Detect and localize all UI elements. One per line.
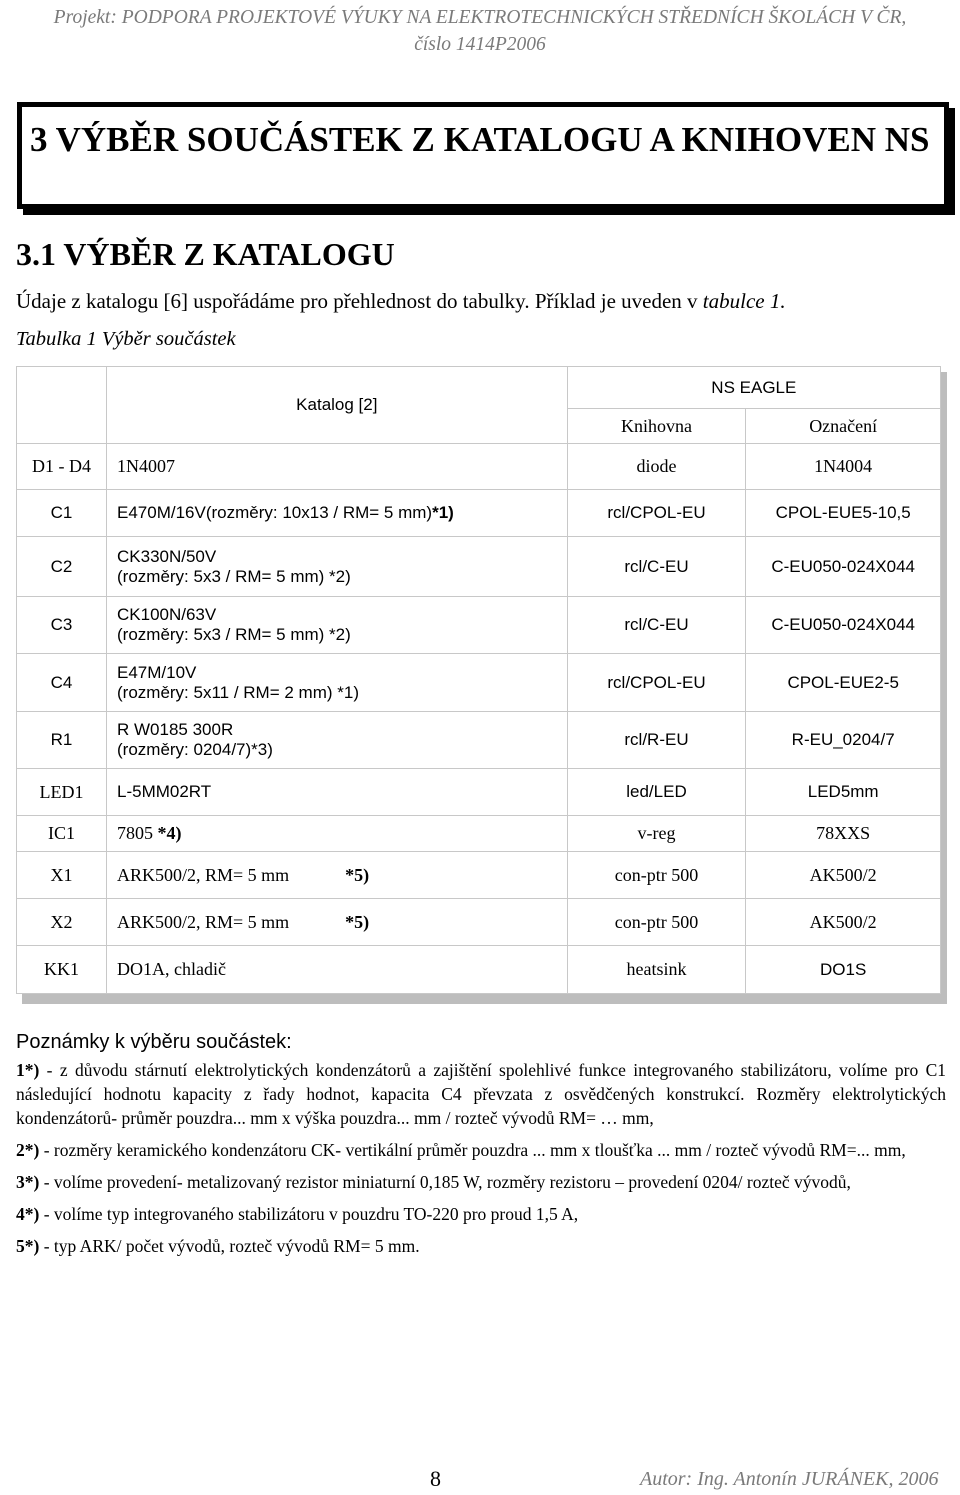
row-ref: X2 [17, 899, 107, 946]
note-text: - volíme provedení- metalizovaný rezistor miniaturní 0,185 W, rozměry rezistoru – provedení 0204/ rozteč vývodů, [39, 1172, 851, 1192]
row-part-text: ARK500/2, RM= 5 mm [117, 864, 290, 885]
row-ref: C3 [17, 597, 107, 654]
table-row [17, 654, 941, 712]
chapter-title: 3 VÝBĚR SOUČÁSTEK Z KATALOGU A KNIHOVEN NS [30, 120, 930, 159]
table-row [17, 852, 941, 899]
row-library: con-ptr 500 [567, 852, 746, 899]
row-library: rcl/CPOL-EU [567, 490, 746, 537]
row-designation: AK500/2 [746, 852, 941, 899]
header-catalog: Katalog [2] [107, 367, 568, 444]
row-part-line2: (rozměry: 0204/7)*3) [117, 740, 273, 759]
note-mark: 2*) [16, 1140, 40, 1160]
row-ref: C1 [17, 490, 107, 537]
row-part-line2: (rozměry: 5x3 / RM= 5 mm) *2) [117, 566, 351, 586]
row-designation: CPOL-EUE2-5 [746, 654, 941, 712]
note-item [16, 1058, 946, 1130]
row-part: L-5MM02RT [107, 769, 568, 816]
intro-text: Údaje z katalogu [6] uspořádáme pro přehlednost do tabulky. Příklad je uveden v [16, 289, 703, 313]
project-header [0, 4, 960, 58]
row-note-mark: *5) [345, 911, 370, 932]
row-note-mark: *1) [432, 503, 454, 522]
row-designation: AK500/2 [746, 899, 941, 946]
table-row [17, 537, 941, 597]
author-footer: Autor: Ing. Antonín JURÁNEK, 2006 [640, 1468, 939, 1490]
row-part [107, 816, 568, 852]
table-reference: tabulce 1. [702, 289, 786, 313]
note-mark: 5*) [16, 1236, 40, 1256]
row-ref: C4 [17, 654, 107, 712]
row-part [107, 537, 568, 597]
note-mark: 4*) [16, 1204, 40, 1224]
note-mark: 3*) [16, 1172, 40, 1192]
table-row [17, 769, 941, 816]
table-row [17, 899, 941, 946]
notes-section [16, 1030, 946, 1266]
row-part-text: ARK500/2, RM= 5 mm [117, 911, 290, 932]
project-header-line1: Projekt: PODPORA PROJEKTOVÉ VÝUKY NA ELEKTROTECHNICKÝCH STŘEDNÍCH ŠKOLÁCH V ČR, [53, 7, 907, 28]
section-title: 3.1 VÝBĚR Z KATALOGU [16, 236, 395, 272]
row-designation: 78XXS [746, 816, 941, 852]
row-library: rcl/C-EU [567, 597, 746, 654]
note-item [16, 1170, 946, 1194]
row-part-text: E470M/16V(rozměry: 10x13 / RM= 5 mm) [117, 503, 433, 522]
row-ref: X1 [17, 852, 107, 899]
row-part [107, 899, 568, 946]
row-part [107, 712, 568, 769]
row-library: rcl/CPOL-EU [567, 654, 746, 712]
chapter-title-box [17, 102, 949, 209]
note-text: - rozměry keramického kondenzátoru CK- vertikální průměr pouzdra ... mm x tloušťka ... mm / rozteč vývodů RM=... mm, [39, 1140, 906, 1160]
note-text: - typ ARK/ počet vývodů, rozteč vývodů RM= 5 mm. [39, 1236, 420, 1256]
table-caption: Tabulka 1 Výběr součástek [16, 328, 236, 350]
row-library: rcl/C-EU [567, 537, 746, 597]
table-row [17, 946, 941, 994]
row-designation: C-EU050-024X044 [746, 597, 941, 654]
row-ref: R1 [17, 712, 107, 769]
row-ref: KK1 [17, 946, 107, 994]
table-header-row [17, 367, 941, 409]
row-part-line2: (rozměry: 5x3 / RM= 5 mm) *2) [117, 625, 351, 644]
row-part [107, 490, 568, 537]
row-designation: 1N4004 [746, 444, 941, 490]
row-note-mark: *5) [345, 864, 370, 885]
table-row [17, 597, 941, 654]
row-part [107, 654, 568, 712]
table-row [17, 712, 941, 769]
table-row [17, 444, 941, 490]
row-note-mark: *4) [157, 823, 182, 843]
row-part: DO1A, chladič [107, 946, 568, 994]
row-part [107, 597, 568, 654]
note-text: - z důvodu stárnutí elektrolytických kondenzátorů a zajištění spolehlivé funkce integrovaného stabilizátoru, volíme pro C1 následující hodnotu kapacity z řady hodnot, kapacita C4 převzata z osvědčených konstrukcí. Rozměry elektrolytických kondenzátorů- průměr pouzdra... mm x výška pouzdra... mm / rozteč vývodů RM= … mm, [16, 1060, 946, 1128]
note-mark: 1*) [16, 1060, 40, 1080]
header-library: Knihovna [567, 409, 746, 444]
page-number: 8 [430, 1466, 441, 1491]
component-table-wrapper [16, 366, 941, 998]
project-header-line2: číslo 1414P2006 [414, 34, 546, 55]
row-library: led/LED [567, 769, 746, 816]
row-part: 1N4007 [107, 444, 568, 490]
row-library: heatsink [567, 946, 746, 994]
table-row [17, 490, 941, 537]
component-table [16, 366, 941, 994]
row-library: diode [567, 444, 746, 490]
row-ref: IC1 [17, 816, 107, 852]
row-designation: C-EU050-024X044 [746, 537, 941, 597]
note-text: - volíme typ integrovaného stabilizátoru v pouzdru TO-220 pro proud 1,5 A, [39, 1204, 579, 1224]
notes-heading: Poznámky k výběru součástek: [16, 1031, 292, 1053]
row-library: con-ptr 500 [567, 899, 746, 946]
row-library: rcl/R-EU [567, 712, 746, 769]
header-empty-cell [17, 367, 107, 444]
header-ns-eagle: NS EAGLE [567, 367, 940, 409]
row-designation: DO1S [746, 946, 941, 994]
row-ref: D1 - D4 [17, 444, 107, 490]
table-row [17, 816, 941, 852]
note-item [16, 1138, 946, 1162]
note-item [16, 1234, 946, 1258]
row-part-line1: CK330N/50V [117, 546, 217, 566]
intro-paragraph [16, 289, 786, 314]
row-ref: C2 [17, 537, 107, 597]
row-designation: R-EU_0204/7 [746, 712, 941, 769]
row-designation: LED5mm [746, 769, 941, 816]
row-library: v-reg [567, 816, 746, 852]
row-part-text: 7805 [117, 823, 153, 843]
row-part-line1: CK100N/63V [117, 605, 217, 624]
row-part [107, 852, 568, 899]
row-part-line2: (rozměry: 5x11 / RM= 2 mm) *1) [117, 682, 359, 702]
header-designation: Označení [746, 409, 941, 444]
row-designation: CPOL-EUE5-10,5 [746, 490, 941, 537]
row-ref: LED1 [17, 769, 107, 816]
note-item [16, 1202, 946, 1226]
row-part-line1: E47M/10V [117, 662, 197, 682]
row-part-line1: R W0185 300R [117, 720, 234, 739]
